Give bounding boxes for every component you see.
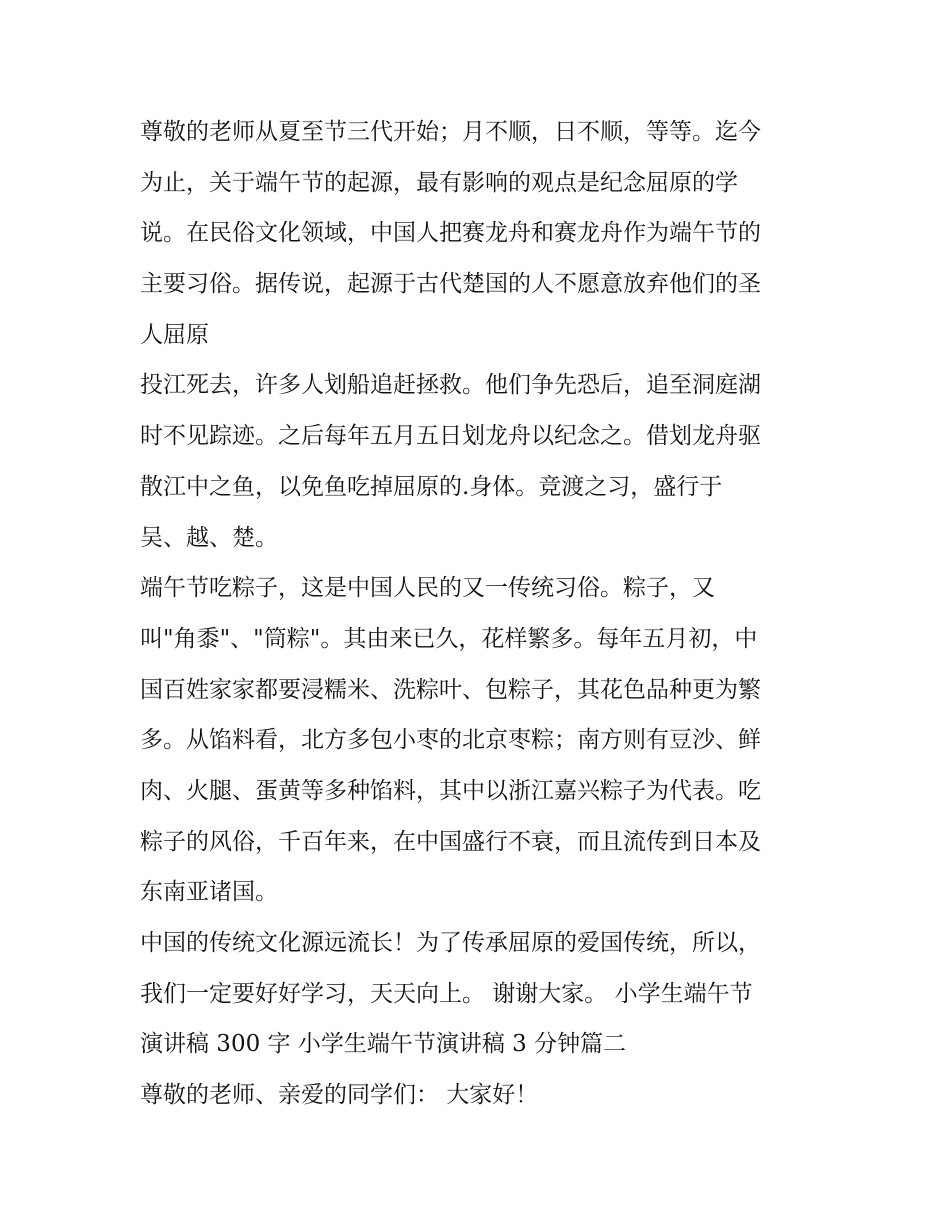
text-line: 吴、越、楚。 — [140, 524, 278, 551]
text-line: 多。从馅料看，北方多包小枣的北京枣粽；南方则有豆沙、鲜 — [140, 727, 761, 754]
text-line: 国百姓家家都要浸糯米、洗粽叶、包粽子，其花色品种更为繁 — [140, 676, 761, 703]
text-line: 投江死去，许多人划船追赶拯救。他们争先恐后，追至洞庭湖 — [140, 372, 761, 399]
text-line: 主要习俗。据传说，起源于古代楚国的人不愿意放弃他们的圣 — [140, 271, 761, 298]
document-body — [140, 107, 830, 1121]
text-line: 端午节吃粽子，这是中国人民的又一传统习俗。粽子，又 — [140, 575, 715, 602]
text-line: 叫"角黍"、"筒粽"。其由来已久，花样繁多。每年五月初，中 — [140, 625, 758, 652]
text-line: 粽子的风俗，千百年来，在中国盛行不衰，而且流传到日本及 — [140, 828, 761, 855]
text-line: 我们一定要好好学习，天天向上。 谢谢大家。 小学生端午节 — [140, 980, 753, 1007]
text-line: 人屈原 — [140, 321, 209, 348]
text-line: 散江中之鱼，以免鱼吃掉屈原的.身体。竞渡之习，盛行于 — [140, 473, 723, 500]
text-line: 时不见踪迹。之后每年五月五日划龙舟以纪念之。借划龙舟驱 — [140, 423, 761, 450]
text-line: 演讲稿 300 字 小学生端午节演讲稿 3 分钟篇二 — [140, 1031, 627, 1058]
text-line: 尊敬的老师从夏至节三代开始；月不顺，日不顺，等等。迄今 — [140, 119, 761, 145]
text-line: 肉、火腿、蛋黄等多种馅料，其中以浙江嘉兴粽子为代表。吃 — [140, 777, 761, 804]
text-line: 东南亚诸国。 — [140, 879, 278, 906]
text-line: 尊敬的老师、亲爱的同学们： 大家好！ — [140, 1082, 539, 1109]
text-line: 为止，关于端午节的起源，最有影响的观点是纪念屈原的学 — [140, 169, 738, 196]
text-line: 说。在民俗文化领域，中国人把赛龙舟和赛龙舟作为端午节的 — [140, 220, 761, 247]
text-line: 中国的传统文化源远流长！为了传承屈原的爱国传统，所以， — [140, 930, 761, 956]
